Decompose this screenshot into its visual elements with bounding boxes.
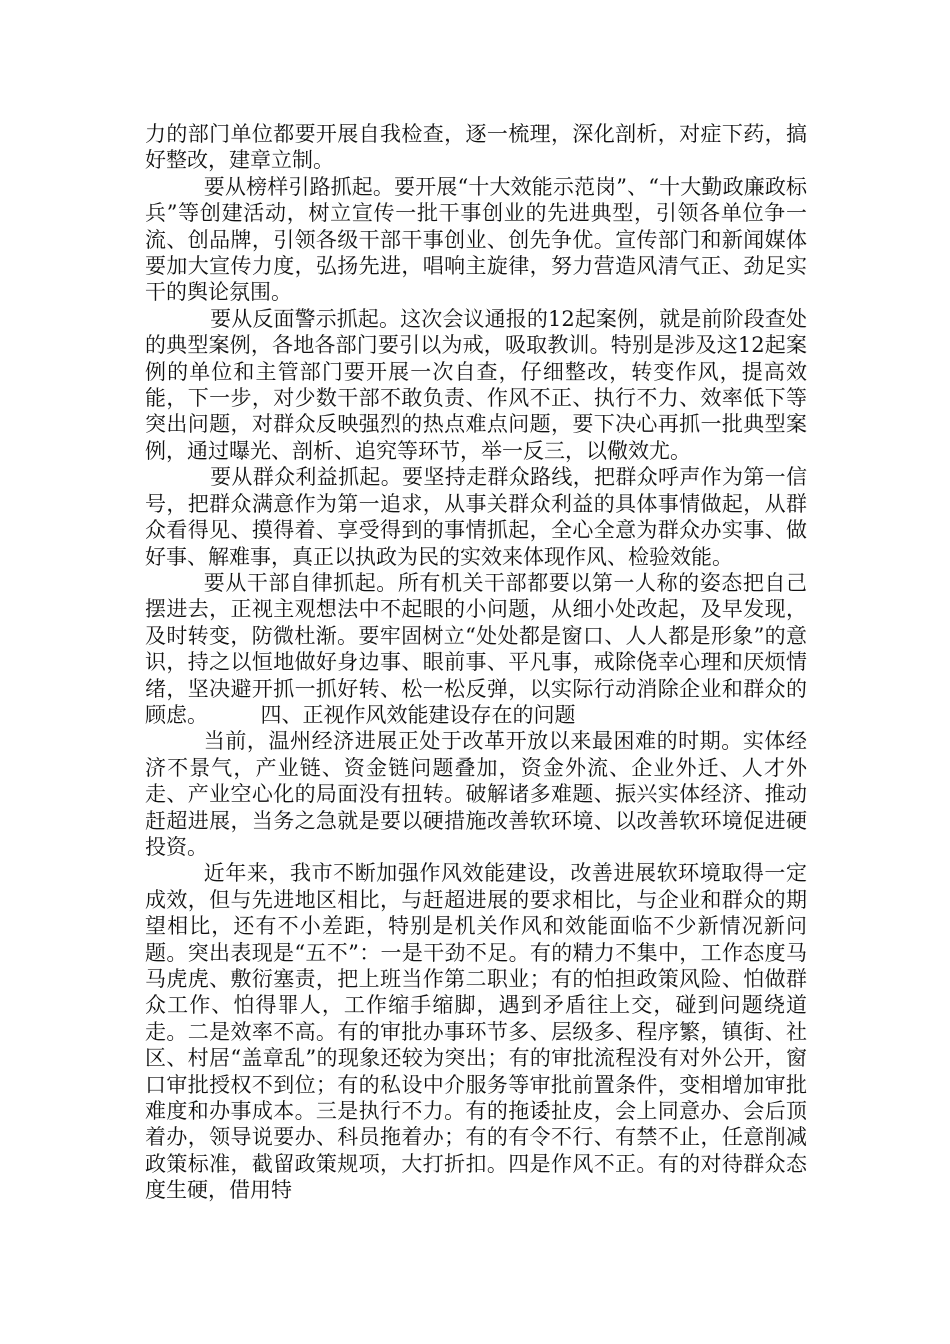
self-discipline-text: 要从干部自律抓起。所有机关干部都要以第一人称的姿态把自己摆进去，正视主观想法中不起眼的小问题，从细小处改起，及早发现，及时转变，防微杜渐。要牢固树立“处处都是窗口、人人都是形象”的意识，持之以恒地做好身边事、眼前事、平凡事，戒除侥幸心理和厌烦情绪，坚决避开抓一抓好转、松一松反弹，以实际行动消除企业和群众的顾虑。 — [145, 570, 807, 727]
section-heading-four: 四、正视作风效能建设存在的问题 — [260, 702, 576, 727]
paragraph-warning-cases: 要从反面警示抓起。这次会议通报的12起案例，就是前阶段查处的典型案例，各地各部门要引以为戒，吸取教训。特别是涉及这12起案例的单位和主管部门要开展一次自查，仔细整改，转变作风，提高效能，下一步，对少数干部不敢负责、作风不正、执行不力、效率低下等突出问题，对群众反映强烈的热点难点问题，要下决心再抓一批典型案例，通过曝光、剖析、追究等环节，举一反三，以儆效尤。 — [145, 306, 807, 463]
document-page — [145, 121, 807, 1204]
paragraph-continuation: 力的部门单位都要开展自我检查，逐一梳理，深化剖析，对症下药，搞好整改，建章立制。 — [145, 122, 807, 173]
paragraph-recent-years: 近年来，我市不断加强作风效能建设，改善进展软环境取得一定成效，但与先进地区相比，与赶超进展的要求相比，与企业和群众的期望相比，还有不小差距，特别是机关作风和效能面临不少新情况新问题。突出表现是“五不”：一是干劲不足。有的精力不集中，工作态度马马虎虎、敷衍塞责，把上班当作第二职业；有的怕担政策风险、怕做群众工作、怕得罪人，工作缩手缩脚，遇到矛盾往上交，碰到问题绕道走。二是效率不高。有的审批办事环节多、层级多、程序繁，镇街、社区、村居“盖章乱”的现象还较为突出；有的审批流程没有对外公开，窗口审批授权不到位；有的私设中介服务等审批前置条件，变相增加审批难度和办事成本。三是执行不力。有的拖诿扯皮，会上同意办、会后顶着办，领导说要办、科员拖着办；有的有令不行、有禁不止，任意削减政策标准，截留政策规项，大打折扣。四是作风不正。有的对待群众态度生硬，借用特 — [145, 861, 807, 1203]
paragraph-self-discipline — [145, 570, 807, 728]
paragraph-public-interest: 要从群众利益抓起。要坚持走群众路线，把群众呼声作为第一信号，把群众满意作为第一追求，从事关群众利益的具体事情做起，从群众看得见、摸得着、享受得到的事情抓起，全心全意为群众办实事、做好事、解难事，真正以执政为民的实效来体现作风、检验效能。 — [145, 465, 807, 569]
paragraph-current-situation: 当前，温州经济进展正处于改革开放以来最困难的时期。实体经济不景气，产业链、资金链问题叠加，资金外流、企业外迁、人才外走、产业空心化的局面没有扭转。破解诸多难题、振兴实体经济、推动赶超进展，当务之急就是要以硬措施改善软环境、以改善软环境促进硬投资。 — [145, 729, 807, 859]
paragraph-role-model: 要从榜样引路抓起。要开展“十大效能示范岗”、“十大勤政廉政标兵”等创建活动，树立宣传一批干事创业的先进典型，引领各单位争一流、创品牌，引领各级干部干事创业、创先争优。宣传部门和新闻媒体要加大宣传力度，弘扬先进，唱响主旋律，努力营造风清气正、劲足实干的舆论氛围。 — [145, 174, 807, 305]
